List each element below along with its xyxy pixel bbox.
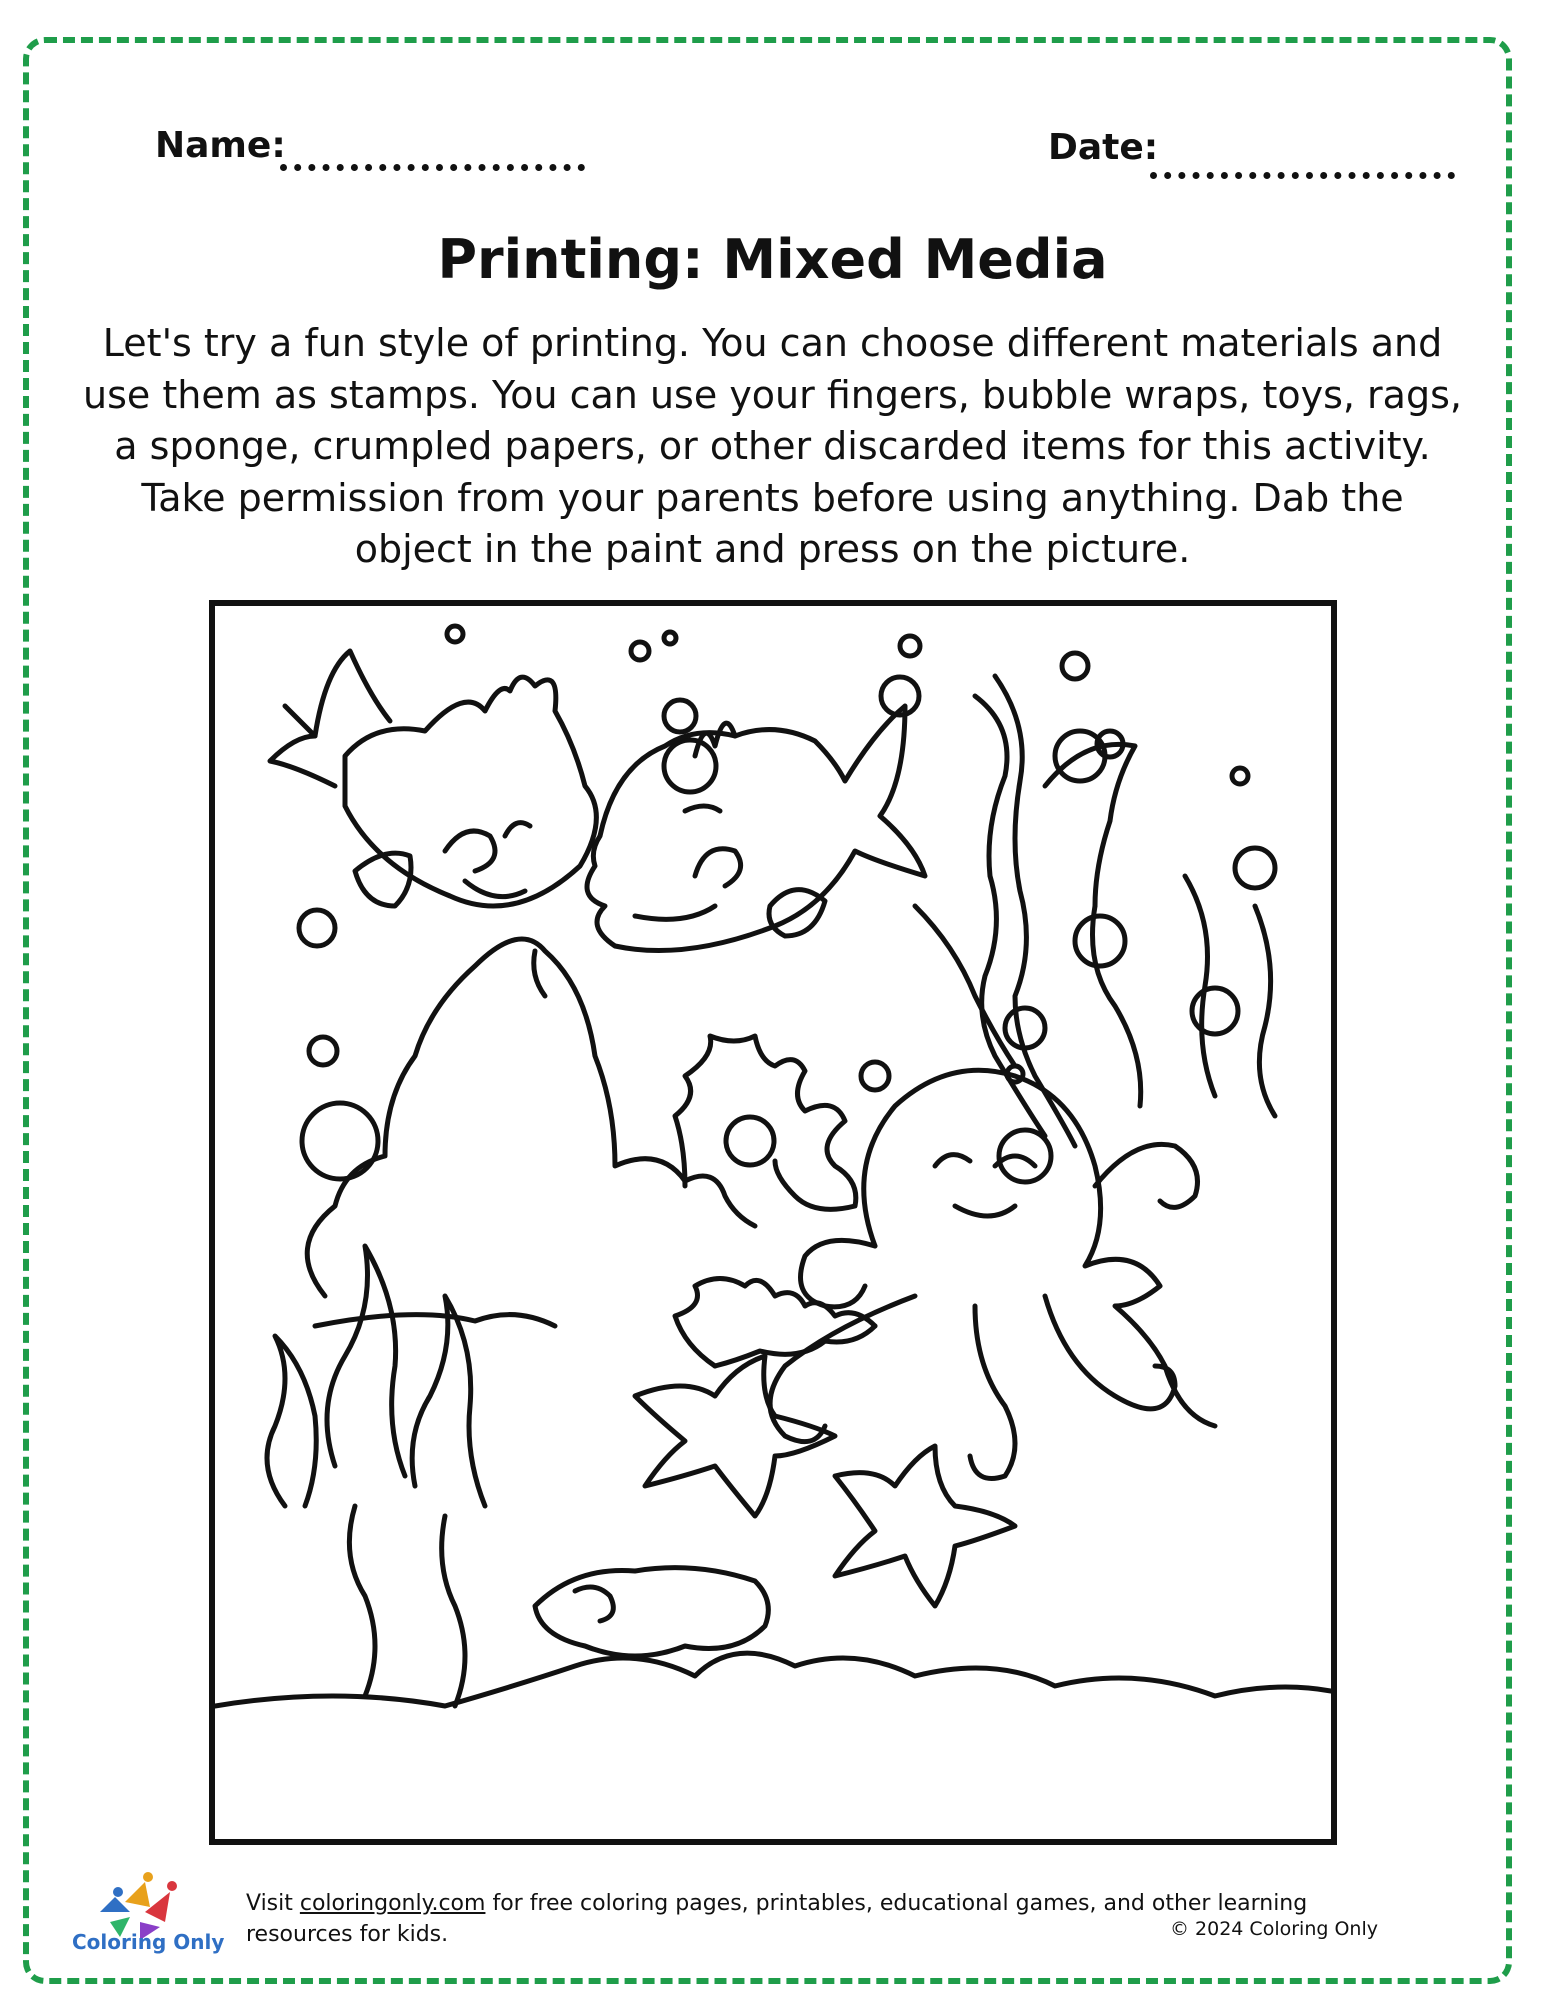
sea-floor xyxy=(215,1568,1331,1706)
instructions-text: Let's try a fun style of printing. You can choose different materials and use them as stamps. You can use your fingers, bubble wraps, toys, rags, a sponge, crumpled papers, or other discarded items for this activity. Take permission from your parents before using anything. Dab the object in the paint and press on the picture. xyxy=(83,321,1462,571)
footer-link[interactable]: coloringonly.com xyxy=(299,1891,486,1916)
page-title: Printing: Mixed Media xyxy=(437,228,1108,291)
logo-text: Coloring Only xyxy=(72,1930,225,1954)
footer-text-after: for free coloring pages, printables, educational games, and other learning resources for kids. xyxy=(246,1891,1308,1947)
name-input-line[interactable] xyxy=(280,164,585,171)
underwater-scene-illustration xyxy=(215,606,1331,1839)
copyright-text: © 2024 Coloring Only xyxy=(1170,1918,1378,1940)
coloring-picture[interactable] xyxy=(209,600,1337,1845)
date-label: Date: xyxy=(1048,127,1159,168)
right-fish xyxy=(587,706,925,951)
coral xyxy=(675,1036,875,1366)
footer-text-before: Visit xyxy=(246,1891,300,1916)
seaweed-right xyxy=(915,676,1275,1146)
name-label: Name: xyxy=(155,125,286,166)
left-fish xyxy=(270,651,596,906)
date-input-line[interactable] xyxy=(1150,172,1455,179)
